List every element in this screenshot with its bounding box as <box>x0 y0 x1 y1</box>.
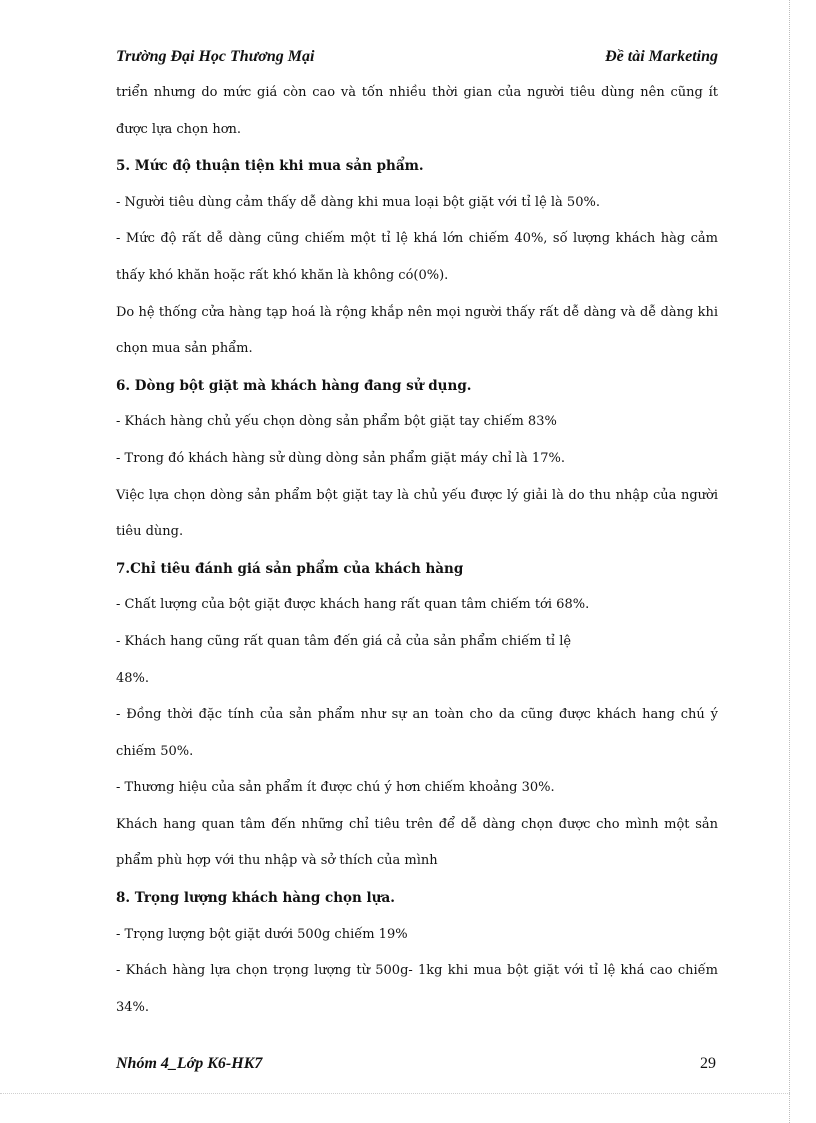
bullet-line: - Khách hang cũng rất quan tâm đến giá cả của sản phẩm chiếm tỉ lệ <box>116 633 572 649</box>
bullet-line: - Người tiêu dùng cảm thấy dễ dàng khi mua loại bột giặt với tỉ lệ là 50%. <box>116 194 600 210</box>
section-heading-8: 8. Trọng lượng khách hàng chọn lựa. <box>116 890 395 907</box>
bullet-line: - Chất lượng của bột giặt được khách hang rất quan tâm chiếm tới 68%. <box>116 597 590 613</box>
bullet-line: - Trong đó khách hàng sử dùng dòng sản phẩm giặt máy chỉ là 17%. <box>116 450 565 466</box>
section-heading-6: 6. Dòng bột giặt mà khách hàng đang sử dụng. <box>116 377 472 394</box>
bullet-line: - Khách hàng lựa chọn trọng lượng từ 500g- 1kg khi mua bột giặt với tỉ lệ khá cao chiếm <box>116 963 718 979</box>
bullet-line: - Mức độ rất dễ dàng cũng chiếm một tỉ lệ khá lớn chiếm 40%, số lượng khách hàg cảm <box>116 231 718 247</box>
paragraph-line: Do hệ thống cửa hàng tạp hoá là rộng khắp nên mọi người thấy rất dễ dàng và dễ dàng khi <box>116 304 718 320</box>
paragraph-line: Việc lựa chọn dòng sản phẩm bột giặt tay là chủ yếu được lý giải là do thu nhập của người <box>116 487 718 503</box>
header-topic: Đề tài Marketing <box>605 48 718 65</box>
paragraph-line: triển nhưng do mức giá còn cao và tốn nhiều thời gian của người tiêu dùng nên cũng ít <box>116 85 718 100</box>
section-heading-5: 5. Mức độ thuận tiện khi mua sản phẩm. <box>116 158 424 175</box>
paragraph-line: chọn mua sản phẩm. <box>116 341 253 357</box>
bullet-line: - Đồng thời đặc tính của sản phẩm như sự an toàn cho da cũng được khách hang chú ý <box>116 707 718 723</box>
bullet-line: 48%. <box>116 670 150 686</box>
paragraph-line: được lựa chọn hơn. <box>116 121 242 137</box>
paragraph-line: Khách hang quan tâm đến những chỉ tiêu trên để dễ dàng chọn được cho mình một sản <box>116 816 718 832</box>
page-number: 29 <box>700 1055 716 1072</box>
bullet-line: - Thương hiệu của sản phẩm ít được chú ý hơn chiếm khoảng 30%. <box>116 780 555 796</box>
bullet-line: thấy khó khăn hoặc rất khó khăn là không có(0%). <box>116 267 449 283</box>
page-body <box>116 75 718 1026</box>
page-bottom-border <box>0 1093 790 1094</box>
bullet-line: - Trọng lượng bột giặt dưới 500g chiếm 19% <box>116 926 408 942</box>
page-right-border <box>789 0 790 1123</box>
paragraph-line: tiêu dùng. <box>116 524 184 540</box>
page-footer <box>116 1055 716 1079</box>
paragraph-line: phẩm phù hợp với thu nhập và sở thích của mình <box>116 853 438 869</box>
bullet-line: chiếm 50%. <box>116 743 194 759</box>
bullet-line: - Khách hàng chủ yếu chọn dòng sản phẩm bột giặt tay chiếm 83% <box>116 414 557 430</box>
section-heading-7: 7.Chỉ tiêu đánh giá sản phẩm của khách hàng <box>116 560 464 577</box>
footer-group-class: Nhóm 4_Lớp K6-HK7 <box>116 1055 263 1072</box>
bullet-line: 34%. <box>116 999 150 1015</box>
header-school-name: Trường Đại Học Thương Mại <box>116 48 315 65</box>
page-header <box>116 48 718 72</box>
